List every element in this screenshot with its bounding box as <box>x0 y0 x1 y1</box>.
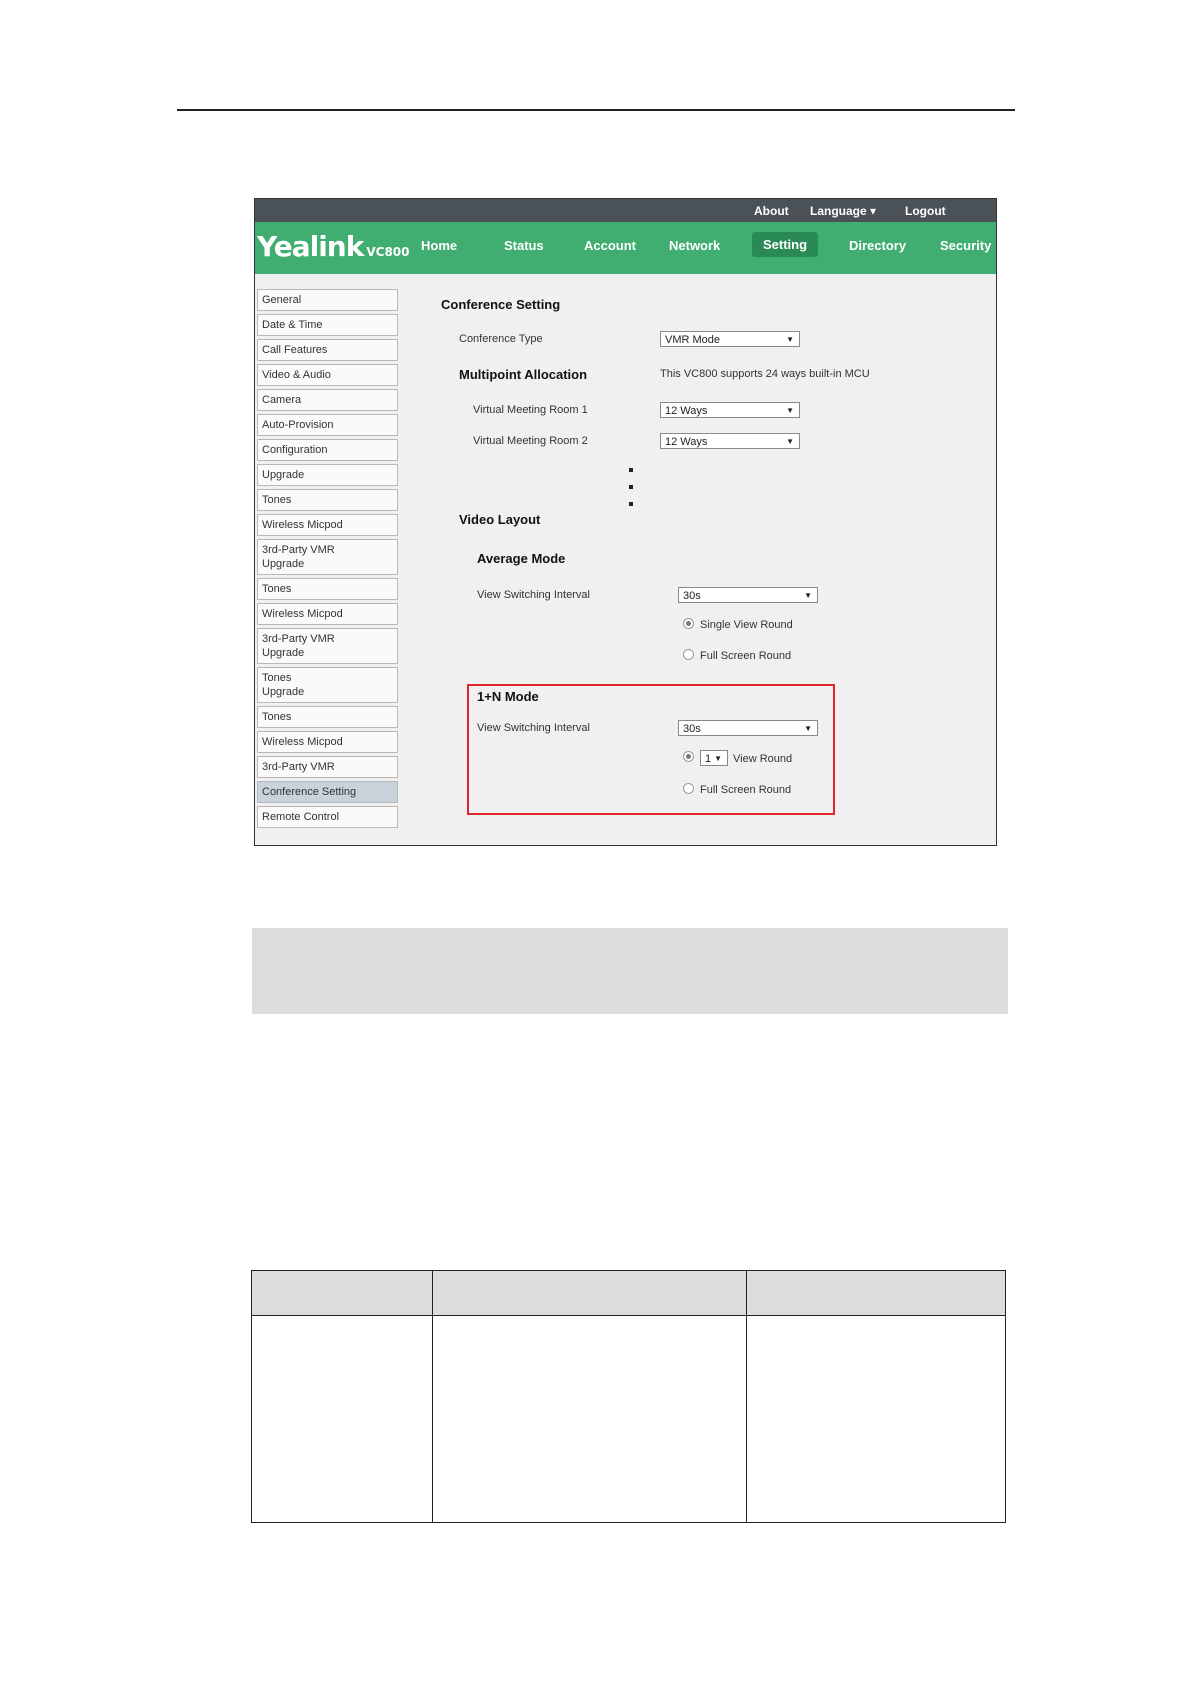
one-plus-n-heading: 1+N Mode <box>477 689 539 704</box>
nav-home[interactable]: Home <box>421 238 458 253</box>
section-title: Conference Setting <box>441 297 561 312</box>
sidebar-item-conference-setting[interactable]: Conference Setting <box>257 781 398 803</box>
language-menu[interactable]: Language ▾ <box>810 204 877 218</box>
main-nav <box>255 222 996 274</box>
n-full-screen-round-radio[interactable] <box>683 783 694 794</box>
avg-interval-label: View Switching Interval <box>477 589 590 601</box>
multipoint-allocation-label: Multipoint Allocation <box>459 367 588 382</box>
avg-interval-select[interactable]: 30s ▼ <box>678 587 818 603</box>
view-round-radio[interactable] <box>683 751 694 762</box>
nav-status[interactable]: Status <box>504 238 544 253</box>
n-full-screen-round-label: Full Screen Round <box>700 784 792 796</box>
table-header-cell <box>252 1271 433 1316</box>
web-ui-screenshot <box>254 198 997 846</box>
conference-type-select[interactable]: VMR Mode ▼ <box>660 331 800 347</box>
vmr2-label: Virtual Meeting Room 2 <box>473 435 588 447</box>
n-interval-select[interactable]: 30s ▼ <box>678 720 818 736</box>
sidebar-item[interactable]: Remote Control <box>257 806 398 828</box>
view-round-label: View Round <box>733 753 793 765</box>
n-interval-label: View Switching Interval <box>477 722 590 734</box>
sidebar-item[interactable]: Auto-Provision <box>257 414 398 436</box>
about-link[interactable]: About <box>754 204 789 218</box>
vmr1-label: Virtual Meeting Room 1 <box>473 404 588 416</box>
sidebar-item[interactable]: Configuration <box>257 439 398 461</box>
single-view-round-label: Single View Round <box>700 619 793 631</box>
nav-account[interactable]: Account <box>584 238 636 253</box>
sidebar-item[interactable]: Wireless Micpod <box>257 731 398 753</box>
ellipsis-dot <box>629 502 633 506</box>
settings-sidebar <box>257 289 400 828</box>
sidebar-item[interactable]: Tones <box>257 489 398 511</box>
conference-setting-panel <box>405 279 996 845</box>
sidebar-item[interactable]: Date & Time <box>257 314 398 336</box>
vmr1-select[interactable]: 12 Ways ▼ <box>660 402 800 418</box>
logout-link[interactable]: Logout <box>905 204 946 218</box>
avg-full-screen-round-label: Full Screen Round <box>700 650 792 662</box>
view-count-select[interactable]: 1 ▼ <box>700 750 728 766</box>
note-box <box>252 928 1008 1014</box>
table-header-row <box>252 1271 1006 1316</box>
avg-full-screen-round-radio[interactable] <box>683 649 694 660</box>
table-cell <box>252 1316 433 1523</box>
sidebar-item[interactable]: Upgrade <box>257 464 398 486</box>
sidebar-item[interactable]: 3rd-Party VMR Upgrade <box>257 539 398 575</box>
sidebar-item[interactable]: 3rd-Party VMR Upgrade <box>257 628 398 664</box>
nav-network[interactable]: Network <box>669 238 721 253</box>
conference-type-label: Conference Type <box>459 333 543 345</box>
average-mode-heading: Average Mode <box>477 551 566 566</box>
ellipsis-dot <box>629 468 633 472</box>
table-cell <box>747 1316 1006 1523</box>
nav-security[interactable]: Security <box>940 238 992 253</box>
vmr2-select[interactable]: 12 Ways ▼ <box>660 433 800 449</box>
sidebar-item[interactable]: Camera <box>257 389 398 411</box>
sidebar-item[interactable]: Tones <box>257 706 398 728</box>
table-cell <box>433 1316 747 1523</box>
sidebar-item[interactable]: 3rd-Party VMR <box>257 756 398 778</box>
single-view-round-radio[interactable] <box>683 618 694 629</box>
sidebar-item[interactable]: Video & Audio <box>257 364 398 386</box>
yealink-logo: Yealink VC800 <box>257 230 410 263</box>
sidebar-item[interactable]: Tones Upgrade <box>257 667 398 703</box>
ellipsis-dot <box>629 485 633 489</box>
nav-directory[interactable]: Directory <box>849 238 907 253</box>
table-header-cell <box>747 1271 1006 1316</box>
parameter-table <box>251 1270 1006 1523</box>
table-row <box>252 1316 1006 1523</box>
top-bar <box>255 199 996 222</box>
sidebar-item[interactable]: Wireless Micpod <box>257 603 398 625</box>
multipoint-note: This VC800 supports 24 ways built-in MCU <box>660 368 870 380</box>
table-header-cell <box>433 1271 747 1316</box>
sidebar-item[interactable]: Wireless Micpod <box>257 514 398 536</box>
sidebar-item[interactable]: Call Features <box>257 339 398 361</box>
page-top-rule <box>177 109 1015 111</box>
sidebar-item[interactable]: Tones <box>257 578 398 600</box>
nav-setting[interactable]: Setting <box>752 232 818 257</box>
video-layout-heading: Video Layout <box>459 512 541 527</box>
sidebar-item[interactable]: General <box>257 289 398 311</box>
